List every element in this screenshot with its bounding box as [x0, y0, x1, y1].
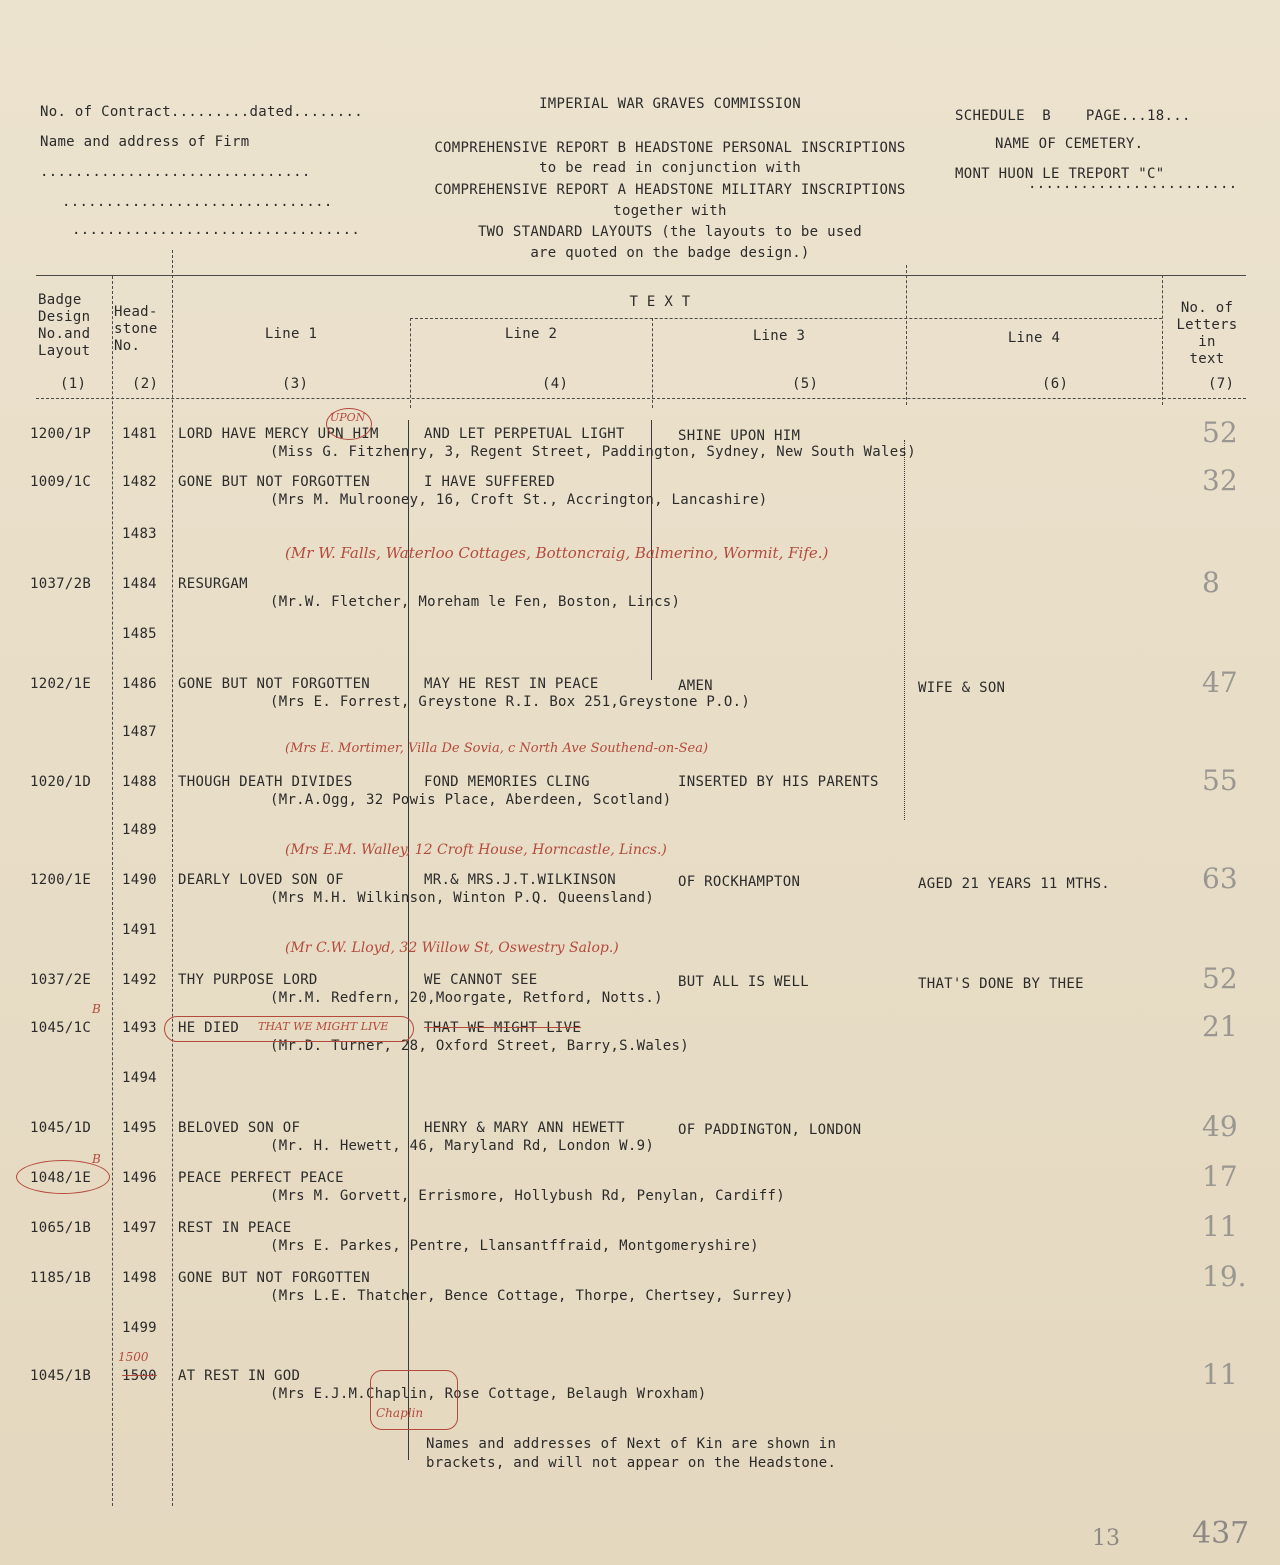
headstone-number: 1492	[122, 972, 157, 988]
subtitle-5: TWO STANDARD LAYOUTS (the layouts to be used	[477, 224, 863, 240]
inscription-line-2: MAY HE REST IN PEACE	[424, 676, 599, 692]
footer-note-2: brackets, and will not appear on the Headstone.	[426, 1455, 837, 1471]
headstone-number: 1498	[122, 1270, 157, 1286]
badge-design-number: 1048/1E	[30, 1170, 92, 1186]
col-num-3: (3)	[282, 376, 309, 392]
inscription-line-4: WIFE & SON	[918, 680, 1006, 696]
badge-design-number: 1200/1P	[30, 426, 92, 442]
next-of-kin-address: (Mr.D. Turner, 28, Oxford Street, Barry,S.Wales)	[270, 1038, 689, 1054]
inscription-line-3: AMEN	[678, 678, 713, 694]
letter-count: 11	[1202, 1358, 1238, 1391]
inscription-line-2: WE CANNOT SEE	[424, 972, 538, 988]
badge-design-number: 1200/1E	[30, 872, 92, 888]
handwritten-that-we-might-live: THAT WE MIGHT LIVE	[258, 1020, 389, 1033]
inscription-line-3: BUT ALL IS WELL	[678, 974, 809, 990]
inscription-line-4: AGED 21 YEARS 11 MTHS.	[918, 876, 1111, 892]
inscription-line-3: OF PADDINGTON, LONDON	[678, 1122, 862, 1138]
line-divider-c	[904, 440, 905, 820]
handwritten-address-1487: (Mrs E. Mortimer, Villa De Sovia, c North Ave Southend-on-Sea)	[285, 741, 709, 756]
headstone-number: 1500	[122, 1368, 157, 1384]
badge-design-number: 1020/1D	[30, 774, 92, 790]
col-header-line1: Line 1	[264, 326, 318, 342]
headstone-number: 1489	[122, 822, 157, 838]
chaplin-box	[370, 1370, 458, 1430]
badge-design-number: 1185/1B	[30, 1270, 92, 1286]
headstone-number: 1481	[122, 426, 157, 442]
badge-design-number: 1009/1C	[30, 474, 92, 490]
inscription-line-1: BELOVED SON OF	[178, 1120, 301, 1136]
org-title: IMPERIAL WAR GRAVES COMMISSION	[539, 96, 801, 112]
headstone-number: 1483	[122, 526, 157, 542]
col-divider-2	[172, 250, 173, 1506]
badge-design-number: 1202/1E	[30, 676, 92, 692]
inscription-line-2: THAT WE MIGHT LIVE	[424, 1020, 582, 1036]
inscription-line-1: RESURGAM	[178, 576, 248, 592]
headstone-number: 1493	[122, 1020, 157, 1036]
col-num-6: (6)	[1042, 376, 1069, 392]
badge-design-number: 1045/1C	[30, 1020, 92, 1036]
inscription-line-3: OF ROCKHAMPTON	[678, 874, 801, 890]
next-of-kin-address: (Mrs M. Gorvett, Errismore, Hollybush Rd, Penylan, Cardiff)	[270, 1188, 785, 1204]
inscription-line-1: GONE BUT NOT FORGOTTEN	[178, 676, 371, 692]
subtitle-1: COMPREHENSIVE REPORT B HEADSTONE PERSONAL INSCRIPTIONS	[434, 140, 906, 156]
col-num-2: (2)	[132, 376, 159, 392]
letter-count: 52	[1202, 962, 1238, 995]
footer-note-1: Names and addresses of Next of Kin are shown in	[426, 1436, 837, 1452]
headstone-number: 1499	[122, 1320, 157, 1336]
letter-count: 47	[1202, 666, 1238, 699]
text-head-rule	[410, 318, 1162, 319]
subtitle-4: together with	[613, 203, 727, 219]
next-of-kin-address: (Mr.M. Redfern, 20,Moorgate, Retford, Notts.)	[270, 990, 663, 1006]
handwritten-address-1489: (Mrs E.M. Walley, 12 Croft House, Horncastle, Lincs.)	[285, 842, 667, 858]
letter-count: 49	[1202, 1110, 1238, 1143]
letter-count: 17	[1202, 1160, 1238, 1193]
next-of-kin-address: (Mrs M. Mulrooney, 16, Croft St., Accrington, Lancashire)	[270, 492, 768, 508]
col-header-text: T E X T	[629, 294, 691, 310]
letter-count: 19.	[1202, 1260, 1247, 1293]
handwritten-chaplin: Chaplin	[376, 1406, 424, 1420]
letter-count: 63	[1202, 862, 1238, 895]
inscription-line-1: PEACE PERFECT PEACE	[178, 1170, 344, 1186]
next-of-kin-address: (Mr. H. Hewett, 46, Maryland Rd, London W.9)	[270, 1138, 655, 1154]
headstone-number: 1494	[122, 1070, 157, 1086]
inscription-line-2: MR.& MRS.J.T.WILKINSON	[424, 872, 617, 888]
col-num-4: (4)	[542, 376, 569, 392]
headstone-number: 1487	[122, 724, 157, 740]
letter-count: 11	[1202, 1210, 1238, 1243]
subtitle-6: are quoted on the badge design.)	[530, 245, 810, 261]
letter-count: 52	[1202, 416, 1238, 449]
contract-line: No. of Contract.........dated........	[40, 104, 363, 120]
handwritten-address-1491: (Mr C.W. Lloyd, 32 Willow St, Oswestry Salop.)	[285, 940, 619, 956]
handwritten-b-1496: B	[92, 1152, 101, 1166]
badge-design-number: 1045/1B	[30, 1368, 92, 1384]
headstone-number: 1497	[122, 1220, 157, 1236]
headstone-number: 1496	[122, 1170, 157, 1186]
cemetery-name: MONT HUON LE TREPORT "C"	[955, 166, 1165, 182]
letter-count: 55	[1202, 764, 1238, 797]
pencil-13: 13	[1092, 1526, 1120, 1551]
inscription-line-1: THY PURPOSE LORD	[178, 972, 318, 988]
handwritten-upon: UPON	[330, 411, 366, 424]
handwritten-1500: 1500	[118, 1350, 149, 1364]
badge-design-number: 1045/1D	[30, 1120, 92, 1136]
col-header-badge: Badge Design No.and Layout	[38, 292, 91, 359]
firm-dots-2: ...............................	[62, 194, 333, 210]
col-num-5: (5)	[792, 376, 819, 392]
badge-design-number: 1065/1B	[30, 1220, 92, 1236]
firm-dots-3: .................................	[72, 222, 361, 238]
inscription-line-1: AT REST IN GOD	[178, 1368, 301, 1384]
col-header-headstone: Head- stone No.	[114, 304, 158, 354]
next-of-kin-address: (Mr.A.Ogg, 32 Powis Place, Aberdeen, Scotland)	[270, 792, 672, 808]
col-num-7: (7)	[1208, 376, 1235, 392]
col-header-count: No. of Letters in text	[1176, 300, 1238, 367]
headstone-number: 1491	[122, 922, 157, 938]
h1493-circle	[164, 1016, 414, 1042]
upon-circle	[326, 408, 372, 440]
firm-dots-1: ...............................	[40, 164, 311, 180]
inscription-line-1: HE DIED	[178, 1020, 240, 1036]
col-header-line3: Line 3	[752, 328, 806, 344]
headstone-number: 1485	[122, 626, 157, 642]
table-header-rule	[36, 398, 1246, 399]
badge-design-number: 1037/2E	[30, 972, 92, 988]
inscription-line-1: DEARLY LOVED SON OF	[178, 872, 344, 888]
inscription-line-1: GONE BUT NOT FORGOTTEN	[178, 1270, 371, 1286]
subtitle-2: to be read in conjunction with	[539, 160, 801, 176]
cemetery-label: NAME OF CEMETERY.	[995, 136, 1144, 152]
subtitle-3: COMPREHENSIVE REPORT A HEADSTONE MILITARY INSCRIPTIONS	[434, 182, 906, 198]
headstone-number: 1484	[122, 576, 157, 592]
headstone-number: 1495	[122, 1120, 157, 1136]
handwritten-address-1483: (Mr W. Falls, Waterloo Cottages, Bottoncraig, Balmerino, Wormit, Fife.)	[285, 544, 829, 562]
letter-count: 32	[1202, 464, 1238, 497]
table-top-rule	[36, 275, 1246, 276]
cemetery-dots: ........................	[1028, 176, 1238, 192]
schedule-page: SCHEDULE B PAGE...18...	[955, 108, 1191, 124]
next-of-kin-address: (Mr.W. Fletcher, Moreham le Fen, Boston, Lincs)	[270, 594, 681, 610]
pencil-437: 437	[1192, 1516, 1250, 1551]
next-of-kin-address: (Mrs E. Forrest, Greystone R.I. Box 251,Greystone P.O.)	[270, 694, 751, 710]
inscription-line-4: THAT'S DONE BY THEE	[918, 976, 1084, 992]
headstone-number: 1488	[122, 774, 157, 790]
col-header-line4: Line 4	[1007, 330, 1061, 346]
inscription-line-1: REST IN PEACE	[178, 1220, 292, 1236]
badge-1496-circle	[16, 1160, 110, 1194]
firm-label: Name and address of Firm	[40, 134, 250, 150]
next-of-kin-address: (Miss G. Fitzhenry, 3, Regent Street, Paddington, Sydney, New South Wales)	[270, 444, 916, 460]
next-of-kin-address: (Mrs E. Parkes, Pentre, Llansantffraid, Montgomeryshire)	[270, 1238, 759, 1254]
inscription-line-3: INSERTED BY HIS PARENTS	[678, 774, 879, 790]
inscription-line-3: SHINE UPON HIM	[678, 428, 801, 444]
next-of-kin-address: (Mrs E.J.M.Chaplin, Rose Cottage, Belaugh Wroxham)	[270, 1386, 707, 1402]
inscription-line-2: AND LET PERPETUAL LIGHT	[424, 426, 625, 442]
letter-count: 8	[1202, 566, 1220, 599]
headstone-number: 1486	[122, 676, 157, 692]
inscription-line-2: HENRY & MARY ANN HEWETT	[424, 1120, 625, 1136]
next-of-kin-address: (Mrs M.H. Wilkinson, Winton P.Q. Queensland)	[270, 890, 655, 906]
next-of-kin-address: (Mrs L.E. Thatcher, Bence Cottage, Thorpe, Chertsey, Surrey)	[270, 1288, 794, 1304]
inscription-line-1: GONE BUT NOT FORGOTTEN	[178, 474, 371, 490]
headstone-number: 1490	[122, 872, 157, 888]
inscription-line-2: FOND MEMORIES CLING	[424, 774, 590, 790]
letter-count: 21	[1202, 1010, 1238, 1043]
inscription-line-1: LORD HAVE MERCY UPN HIM	[178, 426, 379, 442]
inscription-line-1: THOUGH DEATH DIVIDES	[178, 774, 353, 790]
badge-design-number: 1037/2B	[30, 576, 92, 592]
inscription-line-2: I HAVE SUFFERED	[424, 474, 555, 490]
headstone-number: 1482	[122, 474, 157, 490]
col-header-line2: Line 2	[504, 326, 558, 342]
handwritten-b-1493: B	[92, 1002, 101, 1016]
col-num-1: (1)	[60, 376, 87, 392]
col-divider-1	[112, 276, 113, 1506]
